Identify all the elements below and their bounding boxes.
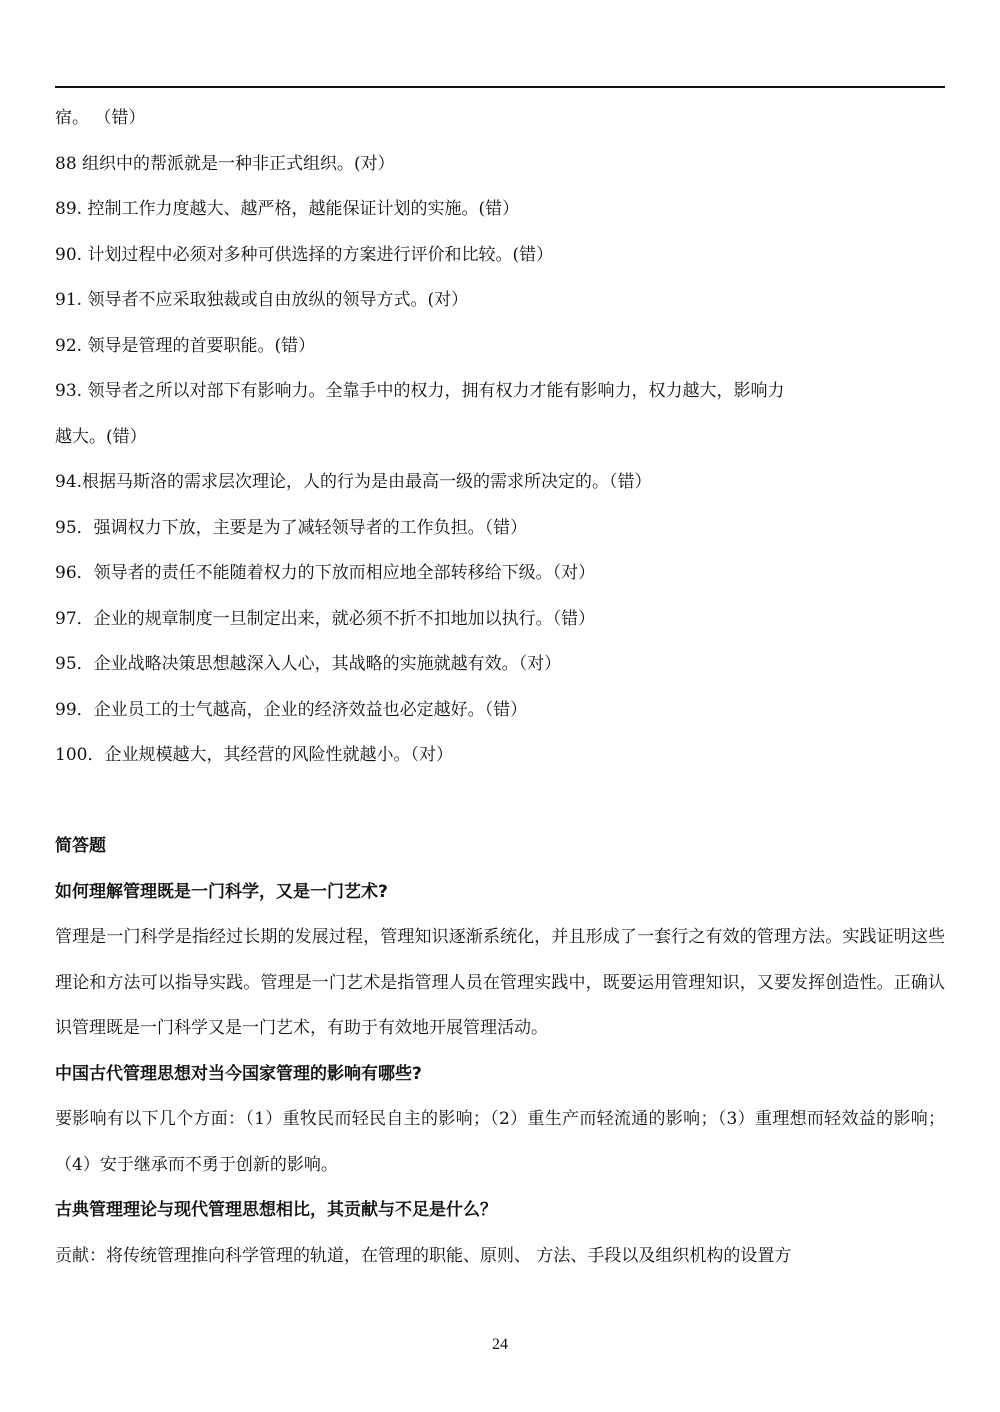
list-item: 88 组织中的帮派就是一种非正式组织。(对） (55, 153, 395, 174)
list-item: 95．企业战略决策思想越深入人心，其战略的实施就越有效。（对） (55, 654, 562, 674)
list-item: 97．企业的规章制度一旦制定出来，就必须不折不扣地加以执行。（错） (55, 608, 596, 629)
answer-paragraph: 要影响有以下几个方面：（1）重牧民而轻民自主的影响；（2）重生产而轻流通的影响；（3）重理想而轻效益的影响；（4）安于继承而不勇于创新的影响。 (55, 1109, 945, 1175)
answer-paragraph: 贡献：将传统管理推向科学管理的轨道，在管理的职能、原则、 方法、手段以及组织机构的设置方 (55, 1245, 792, 1266)
page-number: 24 (492, 1336, 508, 1353)
document-body (55, 96, 945, 1279)
list-item: 宿。 （错） (55, 108, 146, 128)
answer-paragraph: 管理是一门科学是指经过长期的发展过程，管理知识逐渐系统化，并且形成了一套行之有效的管理方法。实践证明这些理论和方法可以指导实践。管理是一门艺术是指管理人员在管理实践中，既要运用管理知识，又要发挥创造性。正确认识管理既是一门科学又是一门艺术，有助于有效地开展管理活动。 (55, 927, 945, 1038)
list-item: 92. 领导是管理的首要职能。(错） (55, 335, 316, 356)
list-item: 91. 领导者不应采取独裁或自由放纵的领导方式。(对） (55, 290, 469, 310)
list-item: 93. 领导者之所以对部下有影响力。全靠手中的权力，拥有权力才能有影响力，权力越大，影响力 (55, 381, 785, 401)
list-item: 100．企业规模越大，其经营的风险性就越小。（对） (55, 745, 453, 765)
list-item: 96．领导者的责任不能随着权力的下放而相应地全部转移给下级。（对） (55, 563, 596, 583)
section-spacer (55, 779, 945, 825)
list-item: 89. 控制工作力度越大、越严格，越能保证计划的实施。(错） (55, 199, 520, 219)
question-heading: 中国古代管理思想对当今国家管理的影响有哪些? (55, 1063, 422, 1084)
list-item: 94.根据马斯洛的需求层次理论，人的行为是由最高一级的需求所决定的。（错） (55, 472, 652, 492)
list-item: 99．企业员工的士气越高，企业的经济效益也必定越好。（错） (55, 699, 528, 720)
list-item: 95．强调权力下放，主要是为了减轻领导者的工作负担。（错） (55, 517, 528, 538)
question-heading: 古典管理理论与现代管理思想相比，其贡献与不足是什么？ (55, 1200, 497, 1220)
header-rule (55, 86, 945, 88)
list-item: 越大。(错） (55, 426, 147, 447)
question-heading: 如何理解管理既是一门科学，又是一门艺术? (55, 881, 388, 902)
list-item: 90. 计划过程中必须对多种可供选择的方案进行评价和比较。(错） (55, 244, 554, 265)
section-title: 简答题 (55, 836, 106, 856)
